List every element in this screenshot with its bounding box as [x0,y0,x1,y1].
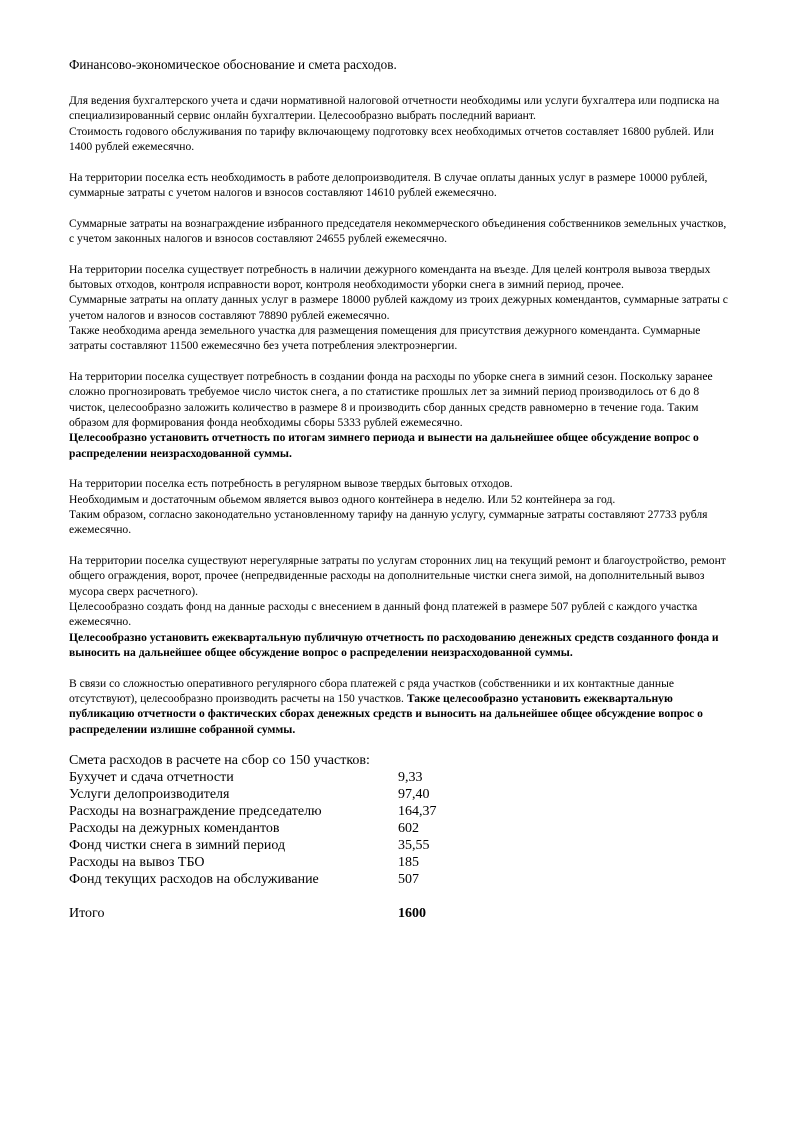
paragraph: Стоимость годового обслуживания по тарифу включающему подготовку всех необходимых отчетов составляет 16800 рублей. Или 1400 рублей ежемесячно. [69,124,714,153]
paragraph: Суммарные затраты на оплату данных услуг в размере 18000 рублей каждому из троих дежурных комендантов, суммарные затраты с учетом налогов и взносов составляют 78890 рублей ежемесячно. [69,293,728,322]
estimate-row [69,803,731,820]
estimate-row [69,769,731,786]
estimate-row-label: Услуги делопроизводителя [69,787,230,803]
paragraph-text: В связи со сложностью оперативного регулярного сбора платежей с ряда участков (собственники и их контактные данные отсутствуют), целесообразно производить расчеты на 150 участков. [69,676,675,705]
paragraph: Таким образом, согласно законодательно установленному тарифу на данную услугу, суммарные затраты составляют 27733 рубля ежемесячно. [69,508,708,537]
paragraph: На территории поселка существуют нерегулярные затраты по услугам сторонних лиц на текущий ремонт и благоустройство, ремонт общего ограждения, ворот, прочее (непредвиденные расходы на дополнительные чистки снега зимой, на дополнительный вывоз мусора сверх расчетного). [69,554,726,598]
paragraph: На территории поселка существует потребность в наличии дежурного коменданта на въезде. Для целей контроля вывоза твердых бытовых отходов, контроля исправности ворот, контроля необходимости уборки снега в зимний период, прочее. [69,262,711,292]
bold-paragraph: Целесообразно установить ежеквартальную публичную отчетность по расходованию денежных средств созданного фонда и выносить на дальнейшее общее обсуждение вопрос о распределении неизрасходованной суммы. [69,630,719,659]
estimate-row-label: Расходы на вознаграждение председателю [69,804,322,820]
section-clerk [69,170,731,201]
estimate-row [69,854,731,871]
estimate-row-label: Расходы на вывоз ТБО [69,855,205,871]
paragraph: На территории поселка есть необходимость в работе делопроизводителя. В случае оплаты данных услуг в размере 10000 рублей, суммарные затраты с учетом налогов и взносов составляют 14610 рублей ежемесячно. [69,170,708,199]
estimate-row-value: 507 [398,872,419,888]
estimate-row-value: 97,40 [398,787,430,803]
section-payment-calculation [69,676,731,737]
estimate-row [69,837,731,854]
paragraph-bold-text: Также целесообразно установить ежеквартальную публикацию отчетности о фактических сборах денежных средств и выносить на дальнейшее общее обсуждение вопрос о распределении излишне собранной суммы. [69,692,703,736]
estimate-total-value: 1600 [398,906,426,922]
estimate-total-row [69,905,731,922]
estimate-heading: Смета расходов в расчете на сбор со 150 участков: [69,753,370,769]
section-maintenance-fund [69,553,731,660]
estimate-row-value: 35,55 [398,838,430,854]
paragraph: Необходимым и достаточным обьемом является вывоз одного контейнера в неделю. Или 52 контейнера за год. [69,492,616,506]
estimate-row-label: Бухучет и сдача отчетности [69,770,234,786]
paragraph: Для ведения бухгалтерского учета и сдачи нормативной налоговой отчетности необходимы или услуги бухгалтера или подписка на специализированный сервис онлайн бухгалтерии. Целесообразно выбрать последний вариант. [69,94,720,123]
paragraph [69,676,731,737]
estimate-row-value: 602 [398,821,419,837]
estimate-row-label: Фонд текущих расходов на обслуживание [69,872,319,888]
section-chairman [69,216,731,247]
estimate-row [69,871,731,888]
cost-estimate [69,752,731,922]
estimate-total-label: Итого [69,906,105,922]
bold-paragraph: Целесообразно установить отчетность по итогам зимнего периода и вынести на дальнейшее общее обсуждение вопрос о распределении неизрасходованной суммы. [69,431,699,460]
estimate-row-label: Расходы на дежурных комендантов [69,821,280,837]
section-snow-fund [69,369,731,461]
estimate-row [69,786,731,803]
paragraph: На территории поселка существует потребность в создании фонда на расходы по уборке снега в зимний сезон. Поскольку заранее сложно прогнозировать требуемое число чисток снега, а по статистике прошлых лет за зимний период производилось от 6 до 8 чисток, целесообразно заложить количество в размере 8 и производить сбор данных средств равномерно в течение года. Таким образом для формирования фонда необходимы сборы 5333 рублей ежемесячно. [69,370,713,430]
estimate-row [69,820,731,837]
document-page [69,57,731,922]
paragraph: Целесообразно создать фонд на данные расходы с внесением в данный фонд платежей в размере 507 рублей с каждого участка ежемесячно. [69,600,698,629]
paragraph: Суммарные затраты на вознаграждение избранного председателя некоммерческого объединения собственников земельных участков, с учетом законных налогов и взносов составляют 24655 рублей ежемесячно. [69,216,727,246]
document-title: Финансово-экономическое обоснование и смета расходов. [69,57,397,72]
estimate-row-value: 9,33 [398,770,423,786]
estimate-row-value: 164,37 [398,804,437,820]
estimate-row-label: Фонд чистки снега в зимний период [69,838,286,854]
section-commandants [69,262,731,354]
section-accounting [69,93,731,154]
paragraph: На территории поселка есть потребность в регулярном вывозе твердых бытовых отходов. [69,477,513,491]
paragraph: Также необходима аренда земельного участка для размещения помещения для присутствия дежурного коменданта. Суммарные затраты составляют 11500 ежемесячно без учета потребления электроэнергии. [69,324,701,353]
estimate-row-value: 185 [398,855,419,871]
section-waste-removal [69,476,731,537]
